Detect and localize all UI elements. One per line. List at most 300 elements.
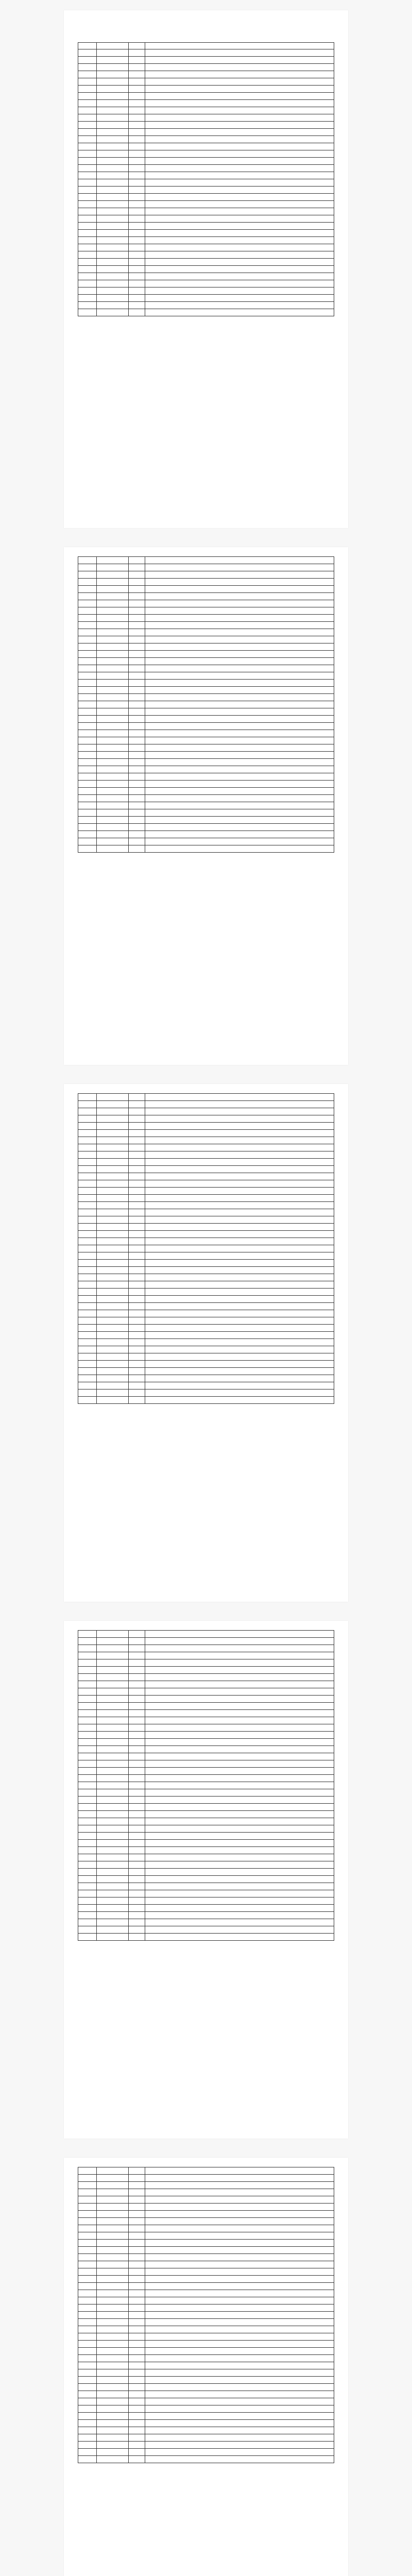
person-name — [97, 1281, 129, 1289]
person-name — [97, 1188, 129, 1195]
table-row — [78, 1382, 334, 1389]
table-row — [78, 1274, 334, 1281]
person-name — [97, 2254, 129, 2261]
company-name — [145, 1681, 334, 1688]
person-name — [97, 266, 129, 273]
company-name — [145, 1703, 334, 1710]
row-number — [78, 1245, 97, 1252]
person-gender — [129, 781, 145, 788]
person-gender — [129, 1768, 145, 1775]
person-gender — [129, 2355, 145, 2362]
table-row — [78, 1188, 334, 1195]
row-number — [78, 2420, 97, 2427]
person-name — [97, 1659, 129, 1667]
person-name — [97, 564, 129, 571]
company-name — [145, 2283, 334, 2290]
table-row — [78, 2189, 334, 2196]
company-name — [145, 1760, 334, 1768]
person-name — [97, 1869, 129, 1876]
table-row — [78, 615, 334, 622]
person-gender — [129, 615, 145, 622]
table-row — [78, 658, 334, 665]
person-gender — [129, 2304, 145, 2312]
person-name — [97, 1681, 129, 1688]
person-gender — [129, 557, 145, 564]
table-row — [78, 687, 334, 694]
table-row — [78, 2405, 334, 2413]
company-name — [145, 1818, 334, 1825]
person-gender — [129, 78, 145, 86]
document-page — [64, 1084, 348, 1602]
person-gender — [129, 1883, 145, 1890]
table-row — [78, 1310, 334, 1317]
table-row — [78, 579, 334, 586]
table-row — [78, 1840, 334, 1847]
person-gender — [129, 643, 145, 651]
company-name — [145, 1274, 334, 1281]
person-name — [97, 643, 129, 651]
company-name — [145, 672, 334, 680]
person-name — [97, 1854, 129, 1861]
table-row — [78, 1811, 334, 1818]
row-number — [78, 2369, 97, 2377]
row-number — [78, 2449, 97, 2456]
table-row — [78, 150, 334, 158]
person-name — [97, 49, 129, 57]
person-gender — [129, 57, 145, 64]
company-name — [145, 172, 334, 179]
company-name — [145, 150, 334, 158]
table-row — [78, 701, 334, 708]
table-row — [78, 2218, 334, 2225]
person-name — [97, 2211, 129, 2218]
row-number — [78, 759, 97, 766]
row-number — [78, 701, 97, 708]
company-name — [145, 1746, 334, 1753]
person-gender — [129, 1674, 145, 1681]
company-name — [145, 629, 334, 636]
person-name — [97, 759, 129, 766]
row-number — [78, 2341, 97, 2348]
person-gender — [129, 1631, 145, 1638]
table-row — [78, 1926, 334, 1934]
table-row — [78, 1674, 334, 1681]
company-name — [145, 1281, 334, 1289]
row-number — [78, 237, 97, 244]
row-number — [78, 1811, 97, 1818]
table-row — [78, 1732, 334, 1739]
person-gender — [129, 1238, 145, 1245]
table-row — [78, 2196, 334, 2204]
company-name — [145, 1123, 334, 1130]
row-number — [78, 295, 97, 302]
column-header-company — [145, 43, 334, 49]
table-row — [78, 1353, 334, 1361]
person-name — [97, 1274, 129, 1281]
person-gender — [129, 1659, 145, 1667]
person-name — [97, 694, 129, 701]
person-gender — [129, 1202, 145, 1209]
company-name — [145, 1130, 334, 1137]
person-gender — [129, 2413, 145, 2420]
person-name — [97, 165, 129, 172]
person-name — [97, 2413, 129, 2420]
person-gender — [129, 150, 145, 158]
person-name — [97, 208, 129, 215]
person-name — [97, 687, 129, 694]
table-row — [78, 2312, 334, 2319]
person-gender — [129, 737, 145, 744]
company-name — [145, 107, 334, 114]
company-name — [145, 600, 334, 607]
company-name — [145, 2297, 334, 2304]
company-name — [145, 1710, 334, 1717]
company-name — [145, 1876, 334, 1883]
person-gender — [129, 1166, 145, 1173]
table-row — [78, 2204, 334, 2211]
table-row — [78, 259, 334, 266]
company-name — [145, 1209, 334, 1216]
company-name — [145, 129, 334, 136]
table-row — [78, 708, 334, 716]
person-gender — [129, 2348, 145, 2355]
table-row — [78, 1173, 334, 1180]
company-name — [145, 622, 334, 629]
person-gender — [129, 2297, 145, 2304]
row-number — [78, 1094, 97, 1101]
company-name — [145, 78, 334, 86]
person-name — [97, 651, 129, 658]
row-number — [78, 1674, 97, 1681]
row-number — [78, 687, 97, 694]
person-name — [97, 2268, 129, 2276]
person-name — [97, 143, 129, 150]
company-name — [145, 71, 334, 78]
person-name — [97, 2175, 129, 2182]
table-row — [78, 1652, 334, 1659]
table-row — [78, 1782, 334, 1789]
person-name — [97, 86, 129, 93]
row-number — [78, 1137, 97, 1144]
person-gender — [129, 2175, 145, 2182]
table-row — [78, 571, 334, 579]
company-name — [145, 201, 334, 208]
person-gender — [129, 2319, 145, 2326]
company-name — [145, 766, 334, 773]
person-name — [97, 1101, 129, 1108]
person-gender — [129, 2377, 145, 2384]
person-name — [97, 1818, 129, 1825]
person-name — [97, 744, 129, 752]
company-name — [145, 1180, 334, 1188]
company-name — [145, 2413, 334, 2420]
person-gender — [129, 2369, 145, 2377]
person-gender — [129, 266, 145, 273]
person-name — [97, 1890, 129, 1897]
table-row — [78, 2167, 334, 2175]
person-name — [97, 1130, 129, 1137]
company-name — [145, 158, 334, 165]
person-gender — [129, 658, 145, 665]
table-row — [78, 1375, 334, 1382]
person-name — [97, 158, 129, 165]
table-row — [78, 2319, 334, 2326]
table-row — [78, 2240, 334, 2247]
person-gender — [129, 201, 145, 208]
person-name — [97, 593, 129, 600]
person-name — [97, 1840, 129, 1847]
person-name — [97, 1926, 129, 1934]
person-name — [97, 107, 129, 114]
person-gender — [129, 2290, 145, 2297]
person-name — [97, 2247, 129, 2254]
table-row — [78, 564, 334, 571]
table-row — [78, 1797, 334, 1804]
person-gender — [129, 1833, 145, 1840]
table-row — [78, 2355, 334, 2362]
row-number — [78, 1303, 97, 1310]
person-name — [97, 150, 129, 158]
person-name — [97, 1775, 129, 1782]
person-name — [97, 1667, 129, 1674]
company-name — [145, 223, 334, 230]
person-gender — [129, 143, 145, 150]
table-row — [78, 838, 334, 845]
person-gender — [129, 1797, 145, 1804]
person-gender — [129, 1195, 145, 1202]
person-gender — [129, 2254, 145, 2261]
person-gender — [129, 788, 145, 795]
company-name — [145, 1768, 334, 1775]
person-gender — [129, 1652, 145, 1659]
row-number — [78, 57, 97, 64]
person-name — [97, 1325, 129, 1332]
company-name — [145, 658, 334, 665]
person-name — [97, 1267, 129, 1274]
row-number — [78, 2442, 97, 2449]
row-number — [78, 1840, 97, 1847]
table-row — [78, 1231, 334, 1238]
company-name — [145, 2312, 334, 2319]
row-number — [78, 694, 97, 701]
person-gender — [129, 1339, 145, 1346]
person-gender — [129, 1252, 145, 1260]
row-number — [78, 2434, 97, 2442]
person-name — [97, 1883, 129, 1890]
person-name — [97, 2297, 129, 2304]
company-name — [145, 1166, 334, 1173]
row-number — [78, 1681, 97, 1688]
table-row — [78, 1717, 334, 1724]
company-name — [145, 2319, 334, 2326]
person-gender — [129, 651, 145, 658]
table-row — [78, 2333, 334, 2341]
row-number — [78, 78, 97, 86]
person-name — [97, 615, 129, 622]
table-row — [78, 1260, 334, 1267]
person-gender — [129, 1389, 145, 1397]
person-name — [97, 2167, 129, 2175]
person-name — [97, 2225, 129, 2232]
row-number — [78, 1782, 97, 1789]
person-gender — [129, 230, 145, 237]
person-gender — [129, 636, 145, 643]
row-number — [78, 287, 97, 295]
table-row — [78, 100, 334, 107]
row-number — [78, 150, 97, 158]
company-name — [145, 165, 334, 172]
table-row — [78, 2247, 334, 2254]
table-row — [78, 1346, 334, 1353]
company-name — [145, 1652, 334, 1659]
company-name — [145, 1919, 334, 1926]
table-row — [78, 1115, 334, 1123]
table-row — [78, 1638, 334, 1645]
person-name — [97, 122, 129, 129]
person-name — [97, 1739, 129, 1746]
company-name — [145, 280, 334, 287]
company-name — [145, 2326, 334, 2333]
person-gender — [129, 1274, 145, 1281]
row-number — [78, 1876, 97, 1883]
person-name — [97, 2449, 129, 2456]
person-name — [97, 172, 129, 179]
company-name — [145, 744, 334, 752]
company-name — [145, 1732, 334, 1739]
table-row — [78, 1325, 334, 1332]
person-name — [97, 93, 129, 100]
row-number — [78, 1717, 97, 1724]
person-name — [97, 1724, 129, 1732]
person-name — [97, 802, 129, 809]
company-name — [145, 571, 334, 579]
person-name — [97, 1339, 129, 1346]
table-row — [78, 1645, 334, 1652]
person-name — [97, 1238, 129, 1245]
person-gender — [129, 287, 145, 295]
row-number — [78, 1159, 97, 1166]
person-name — [97, 57, 129, 64]
person-gender — [129, 1934, 145, 1941]
person-name — [97, 194, 129, 201]
row-number — [78, 1934, 97, 1941]
company-name — [145, 244, 334, 251]
company-name — [145, 1224, 334, 1231]
row-number — [78, 752, 97, 759]
company-name — [145, 1869, 334, 1876]
person-name — [97, 1094, 129, 1101]
table-row — [78, 1108, 334, 1115]
company-name — [145, 2348, 334, 2355]
person-gender — [129, 1919, 145, 1926]
company-name — [145, 1804, 334, 1811]
company-name — [145, 2254, 334, 2261]
person-name — [97, 2218, 129, 2225]
row-number — [78, 1861, 97, 1869]
person-name — [97, 179, 129, 187]
company-name — [145, 1934, 334, 1941]
person-gender — [129, 1688, 145, 1696]
row-number — [78, 1897, 97, 1905]
person-gender — [129, 1180, 145, 1188]
person-gender — [129, 759, 145, 766]
table-row — [78, 1760, 334, 1768]
person-gender — [129, 1382, 145, 1389]
table-row — [78, 2232, 334, 2240]
company-name — [145, 2290, 334, 2297]
table-row — [78, 1144, 334, 1151]
person-gender — [129, 208, 145, 215]
table-row — [78, 71, 334, 78]
person-gender — [129, 2232, 145, 2240]
row-number — [78, 1209, 97, 1216]
person-name — [97, 251, 129, 259]
person-gender — [129, 1710, 145, 1717]
company-name — [145, 2304, 334, 2312]
person-name — [97, 672, 129, 680]
person-gender — [129, 2211, 145, 2218]
person-name — [97, 1768, 129, 1775]
person-name — [97, 2326, 129, 2333]
person-name — [97, 2384, 129, 2391]
company-name — [145, 2276, 334, 2283]
person-name — [97, 1905, 129, 1912]
person-gender — [129, 2167, 145, 2175]
person-name — [97, 788, 129, 795]
company-name — [145, 1346, 334, 1353]
row-number — [78, 2413, 97, 2420]
company-name — [145, 1260, 334, 1267]
row-number — [78, 1317, 97, 1325]
row-number — [78, 2333, 97, 2341]
person-gender — [129, 1108, 145, 1115]
table-row — [78, 194, 334, 201]
company-name — [145, 723, 334, 730]
person-name — [97, 78, 129, 86]
row-number — [78, 1166, 97, 1173]
row-number — [78, 1768, 97, 1775]
company-name — [145, 1782, 334, 1789]
table-row — [78, 737, 334, 744]
person-gender — [129, 2240, 145, 2247]
person-gender — [129, 1123, 145, 1130]
person-gender — [129, 1224, 145, 1231]
row-number — [78, 680, 97, 687]
person-name — [97, 716, 129, 723]
table-row — [78, 1912, 334, 1919]
row-number — [78, 2326, 97, 2333]
table-row — [78, 2420, 334, 2427]
person-gender — [129, 1926, 145, 1934]
company-name — [145, 2261, 334, 2268]
person-name — [97, 658, 129, 665]
company-name — [145, 100, 334, 107]
table-row — [78, 2369, 334, 2377]
person-gender — [129, 586, 145, 593]
person-gender — [129, 273, 145, 280]
person-gender — [129, 1717, 145, 1724]
person-name — [97, 1732, 129, 1739]
person-gender — [129, 1375, 145, 1382]
person-gender — [129, 2456, 145, 2463]
table-row — [78, 1905, 334, 1912]
person-name — [97, 795, 129, 802]
row-number — [78, 1202, 97, 1209]
table-row — [78, 2434, 334, 2442]
company-name — [145, 1216, 334, 1224]
table-row — [78, 723, 334, 730]
company-name — [145, 1368, 334, 1375]
